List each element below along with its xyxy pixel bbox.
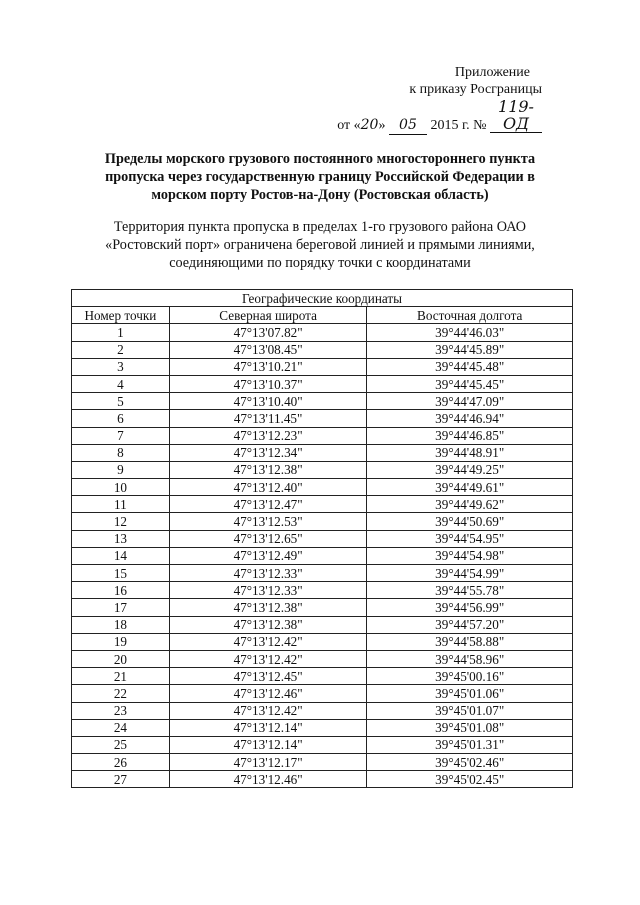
table-row xyxy=(72,427,573,444)
table-row xyxy=(72,771,573,788)
longitude-cell: 39°44'54.95" xyxy=(367,530,573,547)
latitude-cell: 47°13'12.42" xyxy=(169,702,367,719)
latitude-cell: 47°13'12.49" xyxy=(169,547,367,564)
point-number-cell: 11 xyxy=(72,496,170,513)
longitude-cell: 39°44'56.99" xyxy=(367,599,573,616)
point-number-cell: 3 xyxy=(72,358,170,375)
latitude-cell: 47°13'12.23" xyxy=(169,427,367,444)
title-line-1: Пределы морского грузового постоянного многостороннего пункта xyxy=(104,151,536,167)
longitude-cell: 39°44'55.78" xyxy=(367,582,573,599)
point-number-cell: 2 xyxy=(72,341,170,358)
latitude-cell: 47°13'12.40" xyxy=(169,479,367,496)
date-prefix: от « xyxy=(337,118,361,133)
date-sep: » xyxy=(378,118,386,133)
longitude-cell: 39°44'58.96" xyxy=(367,650,573,667)
longitude-cell: 39°45'01.06" xyxy=(367,685,573,702)
point-number-cell: 20 xyxy=(72,650,170,667)
latitude-cell: 47°13'11.45" xyxy=(169,410,367,427)
point-number-cell: 14 xyxy=(72,547,170,564)
description-line-2: «Ростовский порт» ограничена береговой линией и прямыми линиями, xyxy=(105,237,535,253)
longitude-cell: 39°45'00.16" xyxy=(367,668,573,685)
latitude-cell: 47°13'10.40" xyxy=(169,393,367,410)
latitude-cell: 47°13'12.47" xyxy=(169,496,367,513)
point-number-cell: 10 xyxy=(72,479,170,496)
point-number-cell: 13 xyxy=(72,530,170,547)
group-header: Географические координаты xyxy=(72,290,573,307)
order-reference: к приказу Росграницы xyxy=(409,82,542,97)
table-row xyxy=(72,736,573,753)
year-number-label: 2015 г. № xyxy=(430,118,487,133)
latitude-cell: 47°13'12.14" xyxy=(169,736,367,753)
table-row xyxy=(72,461,573,478)
longitude-cell: 39°45'01.31" xyxy=(367,736,573,753)
latitude-cell: 47°13'12.45" xyxy=(169,668,367,685)
latitude-cell: 47°13'10.21" xyxy=(169,358,367,375)
table-row xyxy=(72,616,573,633)
table-row xyxy=(72,496,573,513)
table-row xyxy=(72,358,573,375)
longitude-cell: 39°44'54.98" xyxy=(367,547,573,564)
latitude-cell: 47°13'08.45" xyxy=(169,341,367,358)
order-day: 20 xyxy=(360,117,379,133)
document-title xyxy=(80,150,560,204)
point-number-cell: 15 xyxy=(72,565,170,582)
table-row xyxy=(72,393,573,410)
appendix-label: Приложение xyxy=(454,65,530,80)
point-number-cell: 8 xyxy=(72,444,170,461)
table-row xyxy=(72,341,573,358)
longitude-cell: 39°44'45.89" xyxy=(367,341,573,358)
point-number-cell: 26 xyxy=(72,754,170,771)
latitude-cell: 47°13'07.82" xyxy=(169,324,367,341)
point-number-cell: 12 xyxy=(72,513,170,530)
longitude-cell: 39°44'46.03" xyxy=(367,324,573,341)
latitude-cell: 47°13'12.14" xyxy=(169,719,367,736)
table-row xyxy=(72,685,573,702)
point-number-cell: 19 xyxy=(72,633,170,650)
point-number-cell: 25 xyxy=(72,736,170,753)
table-row xyxy=(72,410,573,427)
latitude-cell: 47°13'12.38" xyxy=(169,461,367,478)
latitude-cell: 47°13'12.42" xyxy=(169,633,367,650)
table-row xyxy=(72,444,573,461)
title-line-2: пропуска через государственную границу Российской Федерации в xyxy=(105,169,535,185)
order-date-line xyxy=(337,98,542,135)
latitude-cell: 47°13'12.17" xyxy=(169,754,367,771)
longitude-cell: 39°45'01.07" xyxy=(367,702,573,719)
group-header-row xyxy=(72,290,573,307)
table-row xyxy=(72,650,573,667)
order-month: 05 xyxy=(389,117,427,135)
table-row xyxy=(72,375,573,392)
point-number-cell: 22 xyxy=(72,685,170,702)
column-header-row xyxy=(72,307,573,324)
latitude-cell: 47°13'12.53" xyxy=(169,513,367,530)
table-row xyxy=(72,582,573,599)
description-line-1: Территория пункта пропуска в пределах 1-го грузового района ОАО xyxy=(113,219,527,235)
latitude-cell: 47°13'12.38" xyxy=(169,616,367,633)
order-header xyxy=(337,64,542,135)
coordinates-body xyxy=(72,324,573,788)
latitude-cell: 47°13'12.33" xyxy=(169,565,367,582)
point-number-cell: 5 xyxy=(72,393,170,410)
point-number-cell: 4 xyxy=(72,375,170,392)
table-row xyxy=(72,719,573,736)
column-header-latitude: Северная широта xyxy=(169,307,367,324)
point-number-cell: 1 xyxy=(72,324,170,341)
table-row xyxy=(72,324,573,341)
point-number-cell: 21 xyxy=(72,668,170,685)
longitude-cell: 39°44'48.91" xyxy=(367,444,573,461)
point-number-cell: 16 xyxy=(72,582,170,599)
order-number: 119-ОД xyxy=(490,98,542,133)
title-line-3: морском порту Ростов-на-Дону (Ростовская область) xyxy=(151,187,489,203)
point-number-cell: 24 xyxy=(72,719,170,736)
latitude-cell: 47°13'10.37" xyxy=(169,375,367,392)
longitude-cell: 39°44'49.25" xyxy=(367,461,573,478)
point-number-cell: 18 xyxy=(72,616,170,633)
column-header-point: Номер точки xyxy=(72,307,170,324)
table-row xyxy=(72,754,573,771)
table-row xyxy=(72,668,573,685)
table-row xyxy=(72,565,573,582)
latitude-cell: 47°13'12.34" xyxy=(169,444,367,461)
table-row xyxy=(72,599,573,616)
document-description xyxy=(80,218,560,272)
point-number-cell: 9 xyxy=(72,461,170,478)
table-row xyxy=(72,513,573,530)
latitude-cell: 47°13'12.38" xyxy=(169,599,367,616)
longitude-cell: 39°44'50.69" xyxy=(367,513,573,530)
point-number-cell: 6 xyxy=(72,410,170,427)
longitude-cell: 39°44'58.88" xyxy=(367,633,573,650)
latitude-cell: 47°13'12.46" xyxy=(169,685,367,702)
longitude-cell: 39°44'46.94" xyxy=(367,410,573,427)
longitude-cell: 39°44'45.45" xyxy=(367,375,573,392)
point-number-cell: 17 xyxy=(72,599,170,616)
longitude-cell: 39°44'49.62" xyxy=(367,496,573,513)
longitude-cell: 39°44'47.09" xyxy=(367,393,573,410)
table-row xyxy=(72,633,573,650)
table-row xyxy=(72,530,573,547)
table-row xyxy=(72,702,573,719)
longitude-cell: 39°44'49.61" xyxy=(367,479,573,496)
longitude-cell: 39°44'45.48" xyxy=(367,358,573,375)
longitude-cell: 39°45'02.45" xyxy=(367,771,573,788)
point-number-cell: 27 xyxy=(72,771,170,788)
latitude-cell: 47°13'12.65" xyxy=(169,530,367,547)
longitude-cell: 39°44'54.99" xyxy=(367,565,573,582)
point-number-cell: 7 xyxy=(72,427,170,444)
latitude-cell: 47°13'12.33" xyxy=(169,582,367,599)
longitude-cell: 39°45'02.46" xyxy=(367,754,573,771)
table-row xyxy=(72,479,573,496)
description-line-3: соединяющими по порядку точки с координатами xyxy=(169,255,471,271)
longitude-cell: 39°44'46.85" xyxy=(367,427,573,444)
coordinates-table xyxy=(71,289,573,788)
latitude-cell: 47°13'12.46" xyxy=(169,771,367,788)
latitude-cell: 47°13'12.42" xyxy=(169,650,367,667)
longitude-cell: 39°45'01.08" xyxy=(367,719,573,736)
table-row xyxy=(72,547,573,564)
longitude-cell: 39°44'57.20" xyxy=(367,616,573,633)
point-number-cell: 23 xyxy=(72,702,170,719)
column-header-longitude: Восточная долгота xyxy=(367,307,573,324)
